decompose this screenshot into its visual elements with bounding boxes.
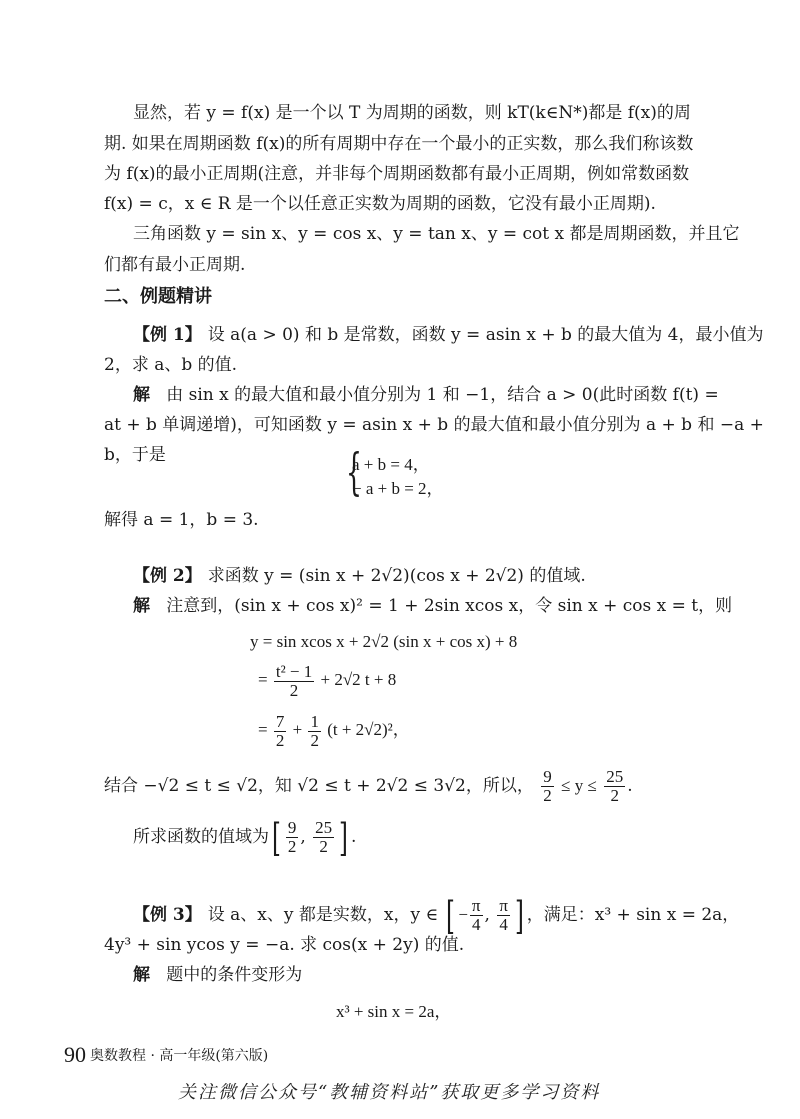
derivation-step-1: y = sin xcos x + 2√2 (sin x + cos x) + 8: [250, 632, 518, 651]
example-3-question-text: 设 a、x、y 都是实数，x，y ∈: [207, 905, 439, 925]
fraction-numerator: 25: [315, 818, 333, 837]
equation-system: [342, 443, 482, 501]
minus-sign: −: [458, 905, 468, 924]
example-3-tag: 【例 3】: [133, 905, 202, 925]
example-2-question: [133, 564, 586, 588]
fraction: [541, 768, 554, 805]
intro-line-1: 显然，若 y = f(x) 是一个以 T 为周期的函数，则 kT(k∈N*)都是 f(x)的周: [133, 103, 691, 123]
intro-line-6: 们都有最小正周期.: [104, 255, 246, 275]
example-1-question-line-1: [133, 323, 764, 347]
fraction-numerator: π: [499, 896, 508, 915]
fraction-numerator: 25: [606, 767, 624, 786]
fraction-denominator: 2: [289, 680, 299, 700]
example-2-conclusion: 结合 −√2 ≤ t ≤ √2，知 √2 ≤ t + 2√2 ≤ 3√2，所以， $\frac{9}{2}$ ≤ y ≤ $\frac{25}{2}$ .: [104, 767, 633, 805]
fraction: [313, 819, 334, 856]
right-bracket: ]: [514, 893, 524, 938]
example-1-solution-line-1: [133, 383, 719, 407]
fraction-numerator: t² − 1: [275, 661, 313, 681]
system-equation-1: a + b = 4，: [352, 455, 430, 474]
fraction: [308, 713, 321, 750]
plus-sign: +: [292, 720, 303, 739]
example-1-solution-line-2: at + b 单调递增)，可知函数 y = asin x + b 的最大值和最小值分别为 a + b 和 −a +: [104, 415, 764, 435]
derivation-step-3: [258, 710, 410, 750]
book-title: 奥数教程 · 高一年级(第六版): [90, 1048, 269, 1064]
fraction: [274, 663, 314, 700]
example-3-equation: x³ + sin x = 2a，: [336, 1002, 452, 1021]
page-footer: [64, 1042, 268, 1068]
example-3-solution-line-1: [133, 963, 302, 987]
example-2-solution-label: 解: [133, 596, 150, 616]
inequality: ≤ y ≤: [561, 776, 597, 795]
right-bracket: ]: [339, 815, 349, 860]
fraction-denominator: 4: [471, 915, 481, 934]
example-1-question-line-2: 2，求 a、b 的值.: [104, 355, 238, 375]
watermark: 关注微信公众号“教辅资料站”获取更多学习资料: [178, 1082, 601, 1103]
example-1-question-text: 设 a(a > 0) 和 b 是常数，函数 y = asin x + b 的最大值为 4，最小值为: [207, 325, 764, 345]
fraction-numerator: 9: [287, 818, 297, 837]
example-1-solution-text: 由 sin x 的最大值和最小值分别为 1 和 −1，结合 a > 0(此时函数 f(t) =: [166, 385, 719, 405]
fraction-denominator: 2: [275, 730, 285, 750]
intro-line-3: 为 f(x)的最小正周期(注意，并非每个周期函数都有最小正周期，例如常数函数: [104, 164, 690, 184]
example-3-solution-text: 题中的条件变形为: [166, 965, 303, 985]
fraction-denominator: 2: [319, 837, 328, 856]
example-2-solution-line-1: [133, 594, 732, 618]
left-brace: {: [345, 443, 362, 501]
equals-sign: =: [258, 720, 268, 739]
fraction-numerator: π: [471, 896, 481, 915]
fraction: [470, 897, 483, 934]
example-3-question-text-2: ，满足：x³ + sin x = 2a，: [526, 905, 740, 925]
example-1-tag: 【例 1】: [133, 325, 202, 345]
intro-line-4: f(x) = c，x ∈ R 是一个以任意正实数为周期的函数，它没有最小正周期).: [104, 194, 656, 214]
example-3-question-line-1: 【例 3】 设 a、x、y 都是实数，x，y ∈ [ − $\frac{\pi}{4}$ , $\frac{\pi}{4}$ ] ，满足：x³ + sin x = 2a，: [133, 893, 740, 938]
system-equation-2: − a + b = 2，: [352, 479, 444, 498]
example-2-solution-text: 注意到，(sin x + cos x)² = 1 + 2sin xcos x，令 sin x + cos x = t，则: [166, 596, 733, 616]
fraction-denominator: 2: [287, 837, 297, 856]
expression-rest: (t + 2√2)²，: [327, 720, 410, 739]
fraction: [274, 713, 287, 750]
example-2-question-text: 求函数 y = (sin x + 2√2)(cos x + 2√2) 的值域.: [207, 566, 586, 586]
fraction-denominator: 4: [499, 915, 508, 934]
fraction-numerator: 7: [275, 711, 285, 731]
intro-line-2: 期. 如果在周期函数 f(x)的所有周期中存在一个最小的正实数，那么我们称该数: [104, 134, 694, 154]
derivation-step-2: [258, 660, 396, 700]
fraction-denominator: 2: [310, 730, 319, 750]
fraction-denominator: 2: [610, 786, 619, 805]
page-number: 90: [64, 1042, 86, 1067]
range-text: 所求函数的值域为: [133, 827, 269, 847]
fraction: [286, 819, 299, 856]
conclusion-text: 结合 −√2 ≤ t ≤ √2，知 √2 ≤ t + 2√2 ≤ 3√2，所以，: [104, 776, 534, 796]
example-2-range: 所求函数的值域为[ $\frac{9}{2}$ , $\frac{25}{2}$ ] .: [133, 815, 357, 860]
fraction: [604, 768, 625, 805]
example-3-question-line-2: 4y³ + sin ycos y = −a. 求 cos(x + 2y) 的值.: [104, 935, 465, 955]
example-1-result: 解得 a = 1，b = 3.: [104, 510, 259, 530]
left-bracket: [: [271, 815, 281, 860]
section-heading: 二、例题精讲: [104, 286, 212, 307]
example-3-solution-label: 解: [133, 965, 150, 985]
equals-sign: =: [258, 670, 268, 689]
fraction-denominator: 2: [543, 786, 552, 805]
example-1-solution-line-3: b，于是: [104, 445, 166, 465]
fraction-numerator: 1: [310, 711, 319, 731]
left-bracket: [: [446, 893, 456, 938]
expression-rest: + 2√2 t + 8: [320, 670, 397, 689]
fraction: [497, 897, 510, 934]
fraction-numerator: 9: [543, 767, 552, 786]
intro-line-5: 三角函数 y = sin x、y = cos x、y = tan x、y = cot x 都是周期函数，并且它: [133, 224, 740, 244]
example-1-solution-label: 解: [133, 385, 150, 405]
example-2-tag: 【例 2】: [133, 566, 202, 586]
